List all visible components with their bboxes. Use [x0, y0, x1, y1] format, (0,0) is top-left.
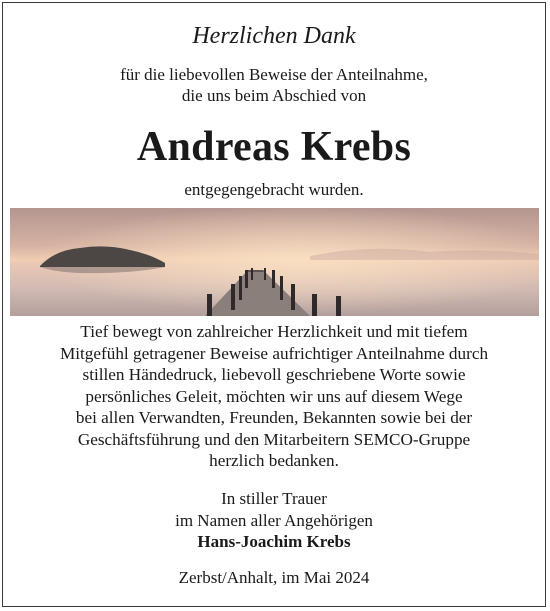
- notice-frame: [2, 2, 546, 607]
- body-line: herzlich bedanken.: [209, 451, 339, 470]
- place-date: Zerbst/Anhalt, im Mai 2024: [178, 568, 370, 587]
- deceased-name: Andreas Krebs: [136, 124, 412, 170]
- intro-text: [3, 64, 545, 106]
- thank-you-body: [3, 321, 545, 472]
- lake-jetty-sunset-photo: [10, 208, 539, 316]
- after-name-text: entgegengebracht wurden.: [184, 180, 364, 199]
- body-line: bei allen Verwandten, Freunden, Bekannten sowie bei der: [75, 408, 473, 427]
- body-line: persönliches Geleit, möchten wir uns auf diesem Wege: [85, 386, 463, 406]
- mourning-block: [3, 488, 545, 553]
- heading: Herzlichen Dank: [192, 23, 356, 49]
- signer-name: Hans-Joachim Krebs: [197, 532, 351, 551]
- mourning-line-2: im Namen aller Angehörigen: [175, 510, 373, 530]
- intro-line-1: für die liebevollen Beweise der Anteilnahme,: [120, 65, 428, 84]
- body-line: Tief bewegt von zahlreicher Herzlichkeit und mit tiefem: [80, 322, 468, 341]
- body-line: Mitgefühl getragener Beweise aufrichtiger Anteilnahme durch: [59, 343, 489, 363]
- body-line: Geschäftsführung und den Mitarbeitern SEMCO-Gruppe: [77, 429, 471, 449]
- intro-line-2: die uns beim Abschied von: [181, 86, 367, 105]
- mourning-line-1: In stiller Trauer: [221, 489, 327, 508]
- body-line: stillen Händedruck, liebevoll geschriebene Worte sowie: [82, 365, 466, 384]
